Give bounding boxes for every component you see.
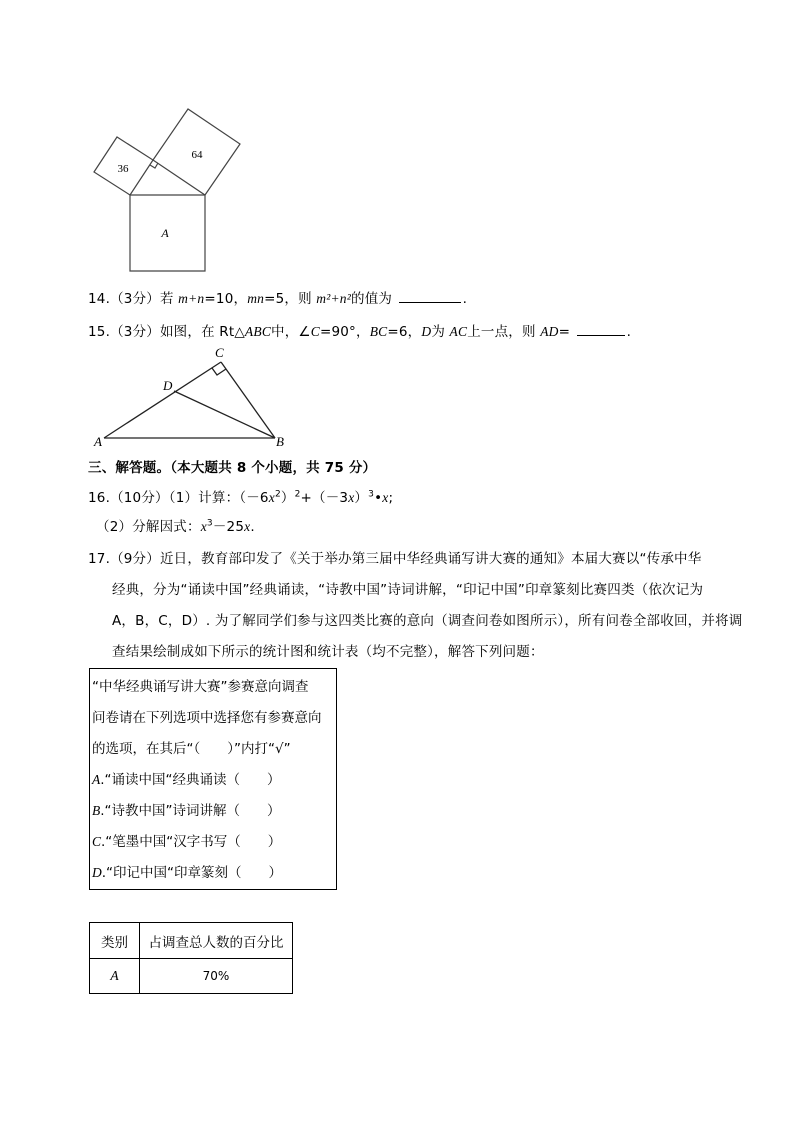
- table-row: [90, 959, 293, 994]
- text: .: [462, 291, 468, 307]
- math-var: x: [348, 490, 355, 505]
- square-label-a: A: [161, 226, 169, 240]
- math-expr: C: [310, 324, 320, 339]
- answer-blank[interactable]: [399, 288, 461, 303]
- math-expr: m+n: [178, 291, 205, 306]
- square-label-64: 64: [191, 149, 203, 161]
- vertex-label-a: A: [94, 434, 102, 449]
- square-label-36: 36: [117, 163, 129, 175]
- question-17-line-4: 查结果绘制成如下所示的统计图和统计表（均不完整），解答下列问题：: [112, 644, 544, 660]
- question-score: （3分）: [110, 291, 160, 307]
- text: =90°，: [319, 324, 370, 340]
- text: •: [374, 490, 383, 506]
- text: =5，则: [264, 291, 317, 307]
- math-expr: D: [421, 324, 432, 339]
- exponent: 2: [274, 489, 281, 500]
- text: 为: [431, 324, 450, 340]
- survey-title-line-3: 的选项，在其后“（ ）”内打“√”: [92, 741, 291, 757]
- vertex-label-c: C: [215, 345, 224, 360]
- survey-option-d[interactable]: [92, 863, 282, 883]
- text: =: [558, 324, 571, 340]
- math-expr: ABC: [244, 324, 272, 339]
- table-cell-percent: 70%: [140, 959, 293, 994]
- question-score: （3分）: [110, 324, 160, 340]
- option-text: .“笔墨中国“汉字书写（ ）: [101, 834, 282, 850]
- table-header-cell: 占调查总人数的百分比: [140, 923, 293, 959]
- math-var: x: [382, 490, 389, 505]
- question-number: 15.: [88, 324, 111, 340]
- math-expr: AD: [540, 324, 559, 339]
- text: 16.（10分）（1）计算：（－6: [88, 490, 269, 506]
- option-text: .“诗教中国”诗词讲解（ ）: [100, 803, 281, 819]
- text: ;: [388, 490, 394, 506]
- option-letter: A: [92, 772, 101, 787]
- survey-option-b[interactable]: [92, 801, 281, 821]
- question-17-line-3: A，B，C，D）. 为了解同学们参与这四类比赛的意向（调查问卷如图所示），所有问卷全部收回，并将调: [112, 613, 743, 629]
- text: 上一点，则: [467, 324, 541, 340]
- vertex-label-d: D: [163, 378, 173, 393]
- table-cell-category: A: [90, 959, 140, 994]
- question-17-line-2: 经典，分为“诵读中国”经典诵读，“诗教中国”诗词讲解，“印记中国”印章篆刻比赛四类（依次记为: [112, 582, 704, 598]
- text: 若: [159, 291, 179, 307]
- question-14: [88, 288, 467, 309]
- option-text: .“诵读中国“经典诵读（ ）: [100, 772, 281, 788]
- statistics-table: [89, 922, 293, 994]
- question-number: 14.: [88, 291, 111, 307]
- math-var: x: [244, 519, 251, 534]
- text: 中，∠: [271, 324, 311, 340]
- text: 如图，在 Rt△: [159, 324, 245, 340]
- question-16-part-1: [88, 488, 393, 508]
- exponent: 3: [206, 518, 213, 529]
- math-expr: AC: [449, 324, 468, 339]
- option-letter: C: [92, 834, 102, 849]
- table-header-cell: 类别: [90, 923, 140, 959]
- option-letter: D: [92, 865, 102, 880]
- vertex-label-b: B: [276, 434, 284, 449]
- question-17-line-1: 17.（9分）近日，教育部印发了《关于举办第三届中华经典诵写讲大赛的通知》本届大赛以“传承中华: [88, 551, 702, 567]
- math-expr: BC: [369, 324, 388, 339]
- math-var: x: [200, 519, 207, 534]
- option-text: .“印记中国“印章篆刻（ ）: [101, 865, 283, 881]
- text: 的值为: [351, 291, 393, 307]
- triangle-figure: [80, 340, 300, 450]
- survey-option-c[interactable]: [92, 832, 281, 852]
- text: .: [250, 519, 255, 535]
- exponent: 3: [368, 489, 375, 500]
- option-letter: B: [92, 803, 101, 818]
- text: =6，: [387, 324, 422, 340]
- exponent: 2: [294, 489, 301, 500]
- survey-option-a[interactable]: [92, 770, 281, 790]
- pythagoras-squares-figure: [80, 100, 260, 280]
- answer-blank[interactable]: [577, 321, 625, 336]
- survey-questionnaire-box: [89, 668, 337, 890]
- question-16-part-2: [96, 517, 255, 537]
- text: +（－3: [300, 490, 349, 506]
- text: ）: [280, 490, 295, 506]
- text: =10，: [204, 291, 248, 307]
- survey-title-line-1: “中华经典诵写讲大赛”参赛意向调查: [92, 679, 309, 695]
- text: （2）分解因式：: [96, 519, 201, 535]
- math-expr: m²+n²: [316, 291, 352, 306]
- section-heading: 三、解答题。（本大题共 8 个小题，共 75 分）: [88, 460, 377, 476]
- text: －25: [212, 519, 245, 535]
- question-15: [88, 321, 631, 342]
- survey-title-line-2: 问卷请在下列选项中选择您有参赛意向: [92, 710, 322, 726]
- table-header-row: [90, 923, 293, 959]
- math-var: x: [268, 490, 275, 505]
- math-expr: mn: [247, 291, 265, 306]
- text: .: [626, 324, 632, 340]
- text: ）: [354, 490, 369, 506]
